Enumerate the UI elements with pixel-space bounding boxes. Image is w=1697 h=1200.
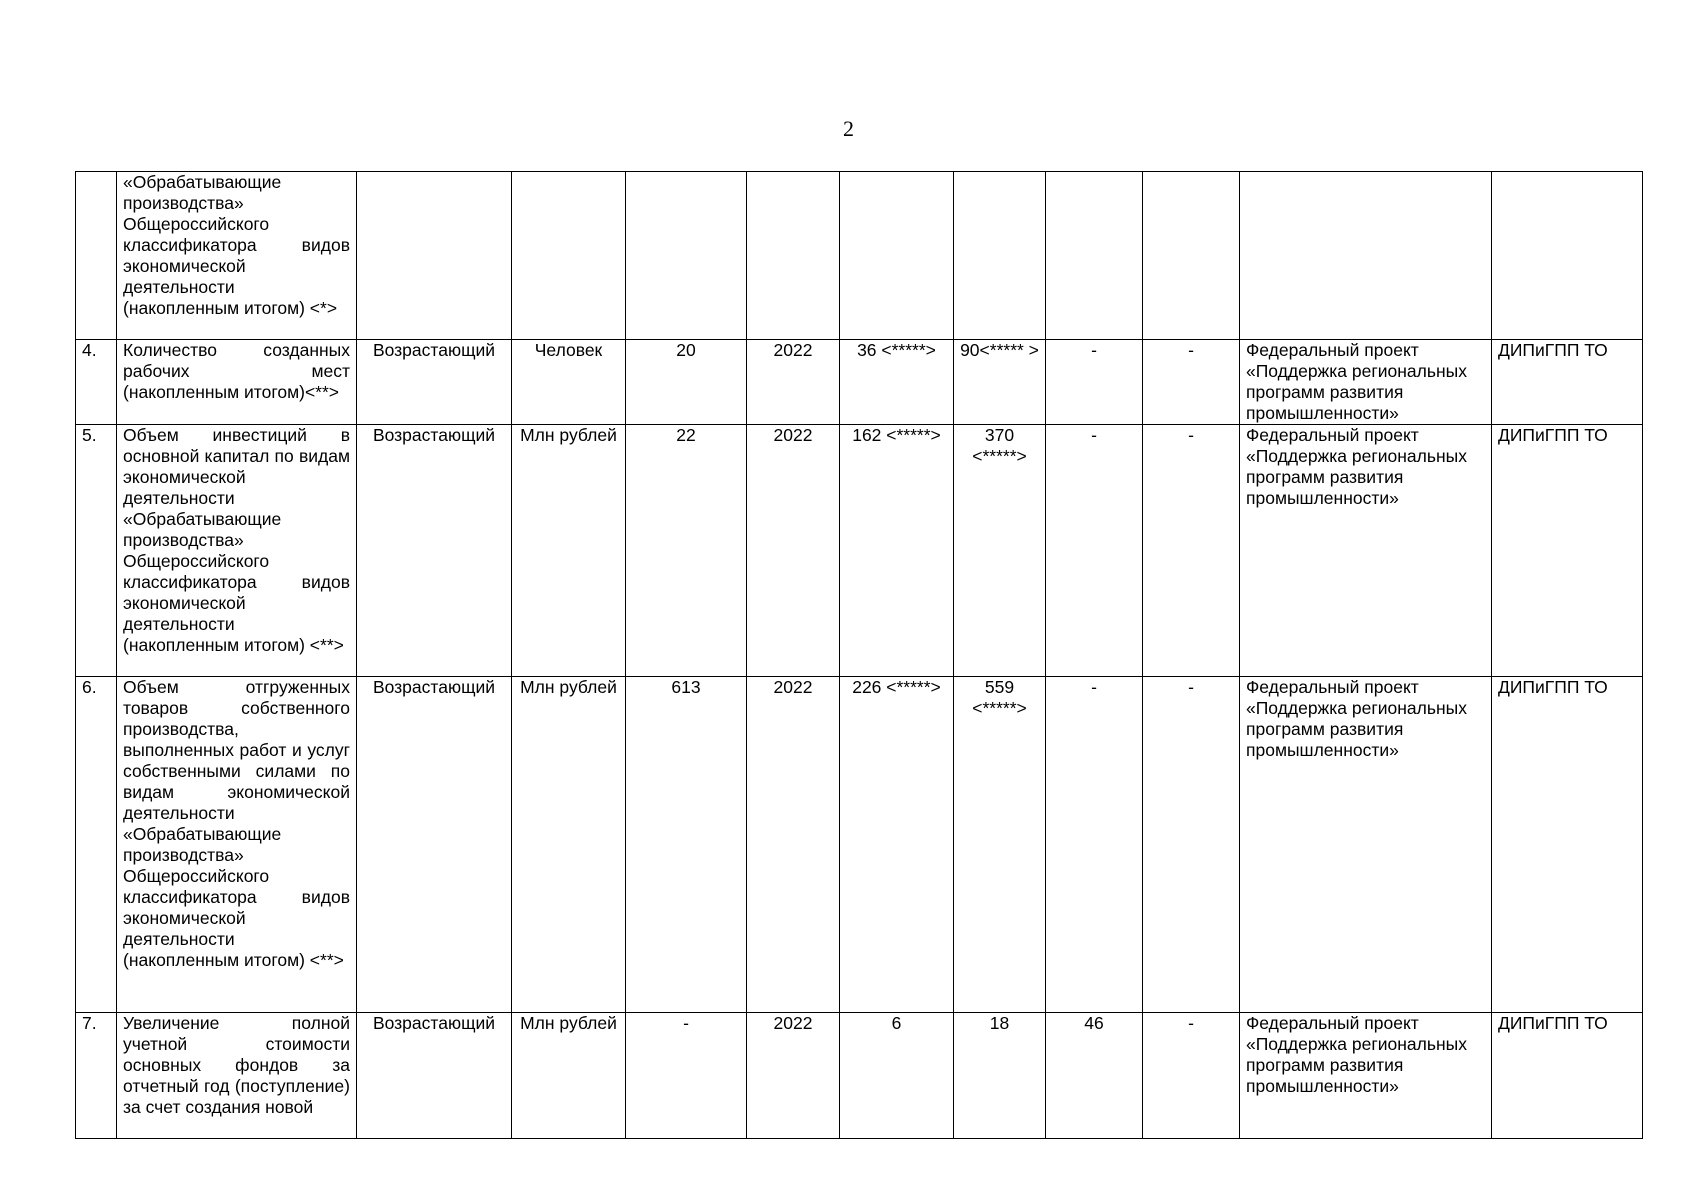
value-1: 6 bbox=[840, 1013, 954, 1139]
value-1: 226 <*****> bbox=[840, 677, 954, 1013]
indicator-type: Возрастающий bbox=[357, 425, 512, 677]
unit: Млн рублей bbox=[512, 677, 626, 1013]
indicator-name: Объем отгруженных товаров собственного производства, выполненных работ и услуг собственными силами по видам экономической деятельности «Обрабатывающие производства» Общероссийского классификатора видов экономической деятельности (накопленным итогом) <**> bbox=[117, 677, 357, 1013]
row-number: 7. bbox=[76, 1013, 117, 1139]
value-4: - bbox=[1143, 1013, 1240, 1139]
unit: Млн рублей bbox=[512, 425, 626, 677]
table-row bbox=[76, 677, 1643, 1013]
value-3: - bbox=[1046, 677, 1143, 1013]
table-row bbox=[76, 425, 1643, 677]
indicator-name: «Обрабатывающие производства» Общероссийского классификатора видов экономической деятельности (накопленным итогом) <*> bbox=[117, 172, 357, 340]
table-row bbox=[76, 1013, 1643, 1139]
responsible: ДИПиГПП ТО bbox=[1492, 340, 1643, 425]
unit: Млн рублей bbox=[512, 1013, 626, 1139]
base-year: 2022 bbox=[747, 425, 840, 677]
indicator-type: Возрастающий bbox=[357, 677, 512, 1013]
base-value: 20 bbox=[626, 340, 747, 425]
value-2 bbox=[954, 172, 1046, 340]
value-4: - bbox=[1143, 340, 1240, 425]
indicator-type: Возрастающий bbox=[357, 340, 512, 425]
source-document: Федеральный проект «Поддержка региональных программ развития промышленности» bbox=[1240, 340, 1492, 425]
row-number: 5. bbox=[76, 425, 117, 677]
unit: Человек bbox=[512, 340, 626, 425]
responsible: ДИПиГПП ТО bbox=[1492, 425, 1643, 677]
base-value: - bbox=[626, 1013, 747, 1139]
page-number: 2 bbox=[843, 116, 854, 141]
source-document bbox=[1240, 172, 1492, 340]
source-document: Федеральный проект «Поддержка региональных программ развития промышленности» bbox=[1240, 425, 1492, 677]
base-value: 613 bbox=[626, 677, 747, 1013]
indicator-type: Возрастающий bbox=[357, 1013, 512, 1139]
value-1 bbox=[840, 172, 954, 340]
value-2: 90<***** > bbox=[954, 340, 1046, 425]
indicator-name: Увеличение полной учетной стоимости основных фондов за отчетный год (поступление) за счет создания новой bbox=[117, 1013, 357, 1139]
value-2: 18 bbox=[954, 1013, 1046, 1139]
source-document: Федеральный проект «Поддержка региональных программ развития промышленности» bbox=[1240, 1013, 1492, 1139]
value-4 bbox=[1143, 172, 1240, 340]
value-4: - bbox=[1143, 425, 1240, 677]
table-row bbox=[76, 340, 1643, 425]
value-3: - bbox=[1046, 340, 1143, 425]
base-year: 2022 bbox=[747, 340, 840, 425]
responsible: ДИПиГПП ТО bbox=[1492, 1013, 1643, 1139]
unit bbox=[512, 172, 626, 340]
value-1: 36 <*****> bbox=[840, 340, 954, 425]
value-3: 46 bbox=[1046, 1013, 1143, 1139]
base-value: 22 bbox=[626, 425, 747, 677]
row-number: 6. bbox=[76, 677, 117, 1013]
value-3 bbox=[1046, 172, 1143, 340]
base-year: 2022 bbox=[747, 1013, 840, 1139]
value-2: 559 <*****> bbox=[954, 677, 1046, 1013]
value-4: - bbox=[1143, 677, 1240, 1013]
value-3: - bbox=[1046, 425, 1143, 677]
base-year bbox=[747, 172, 840, 340]
base-value bbox=[626, 172, 747, 340]
base-year: 2022 bbox=[747, 677, 840, 1013]
row-number: 4. bbox=[76, 340, 117, 425]
table-row bbox=[76, 172, 1643, 340]
indicator-name: Количество созданных рабочих мест (накопленным итогом)<**> bbox=[117, 340, 357, 425]
value-1: 162 <*****> bbox=[840, 425, 954, 677]
indicators-table bbox=[75, 171, 1643, 1139]
responsible: ДИПиГПП ТО bbox=[1492, 677, 1643, 1013]
source-document: Федеральный проект «Поддержка региональных программ развития промышленности» bbox=[1240, 677, 1492, 1013]
responsible bbox=[1492, 172, 1643, 340]
value-2: 370 <*****> bbox=[954, 425, 1046, 677]
indicator-type bbox=[357, 172, 512, 340]
indicator-name: Объем инвестиций в основной капитал по видам экономической деятельности «Обрабатывающие производства» Общероссийского классификатора видов экономической деятельности (накопленным итогом) <**> bbox=[117, 425, 357, 677]
row-number bbox=[76, 172, 117, 340]
